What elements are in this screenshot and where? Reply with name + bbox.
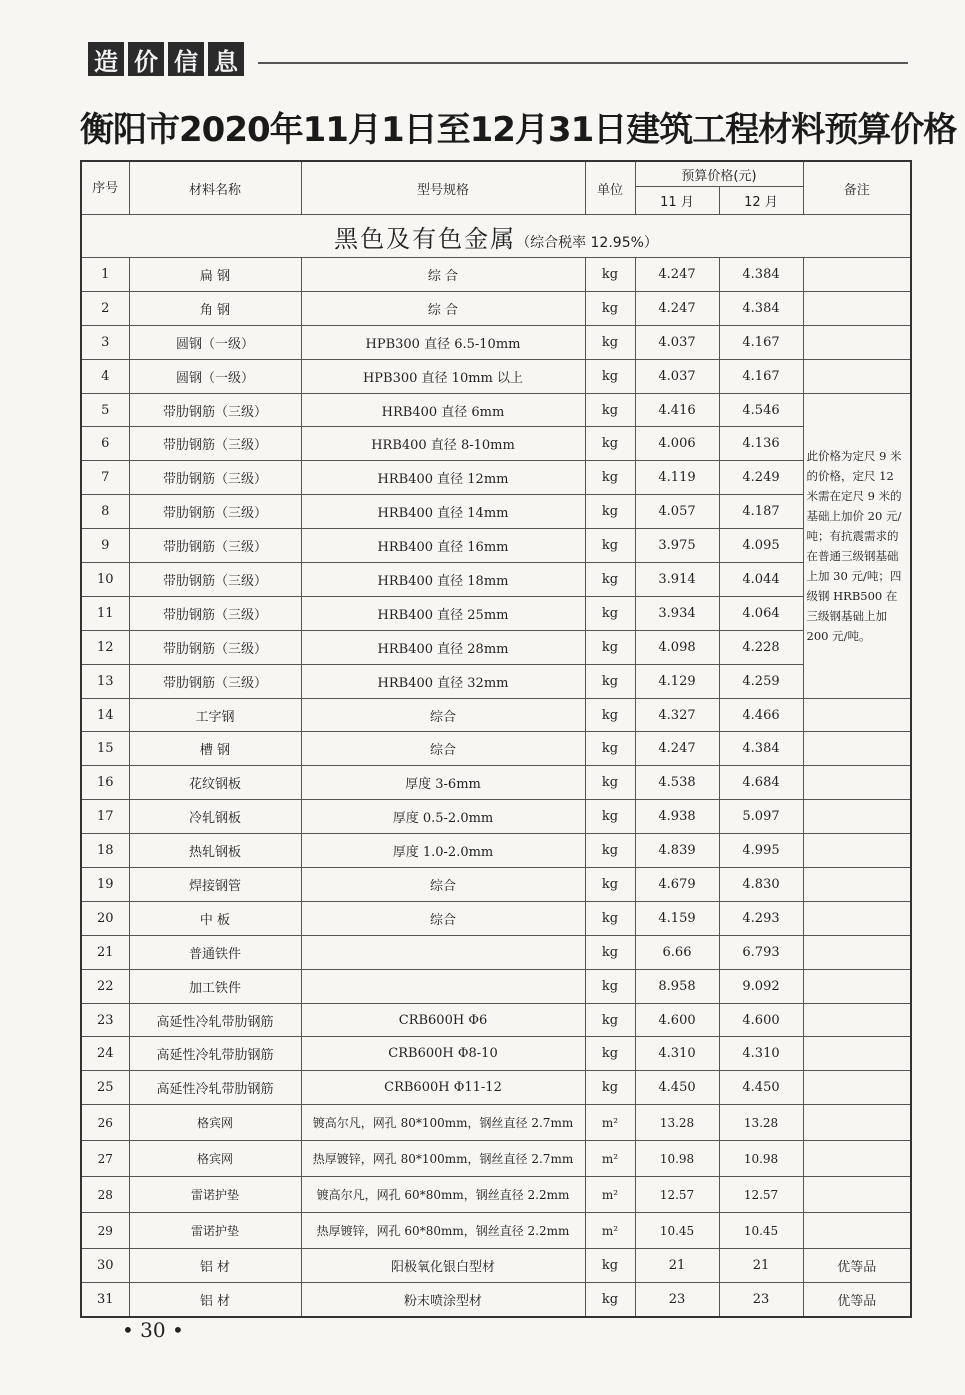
cell-dec: 10.98: [719, 1141, 803, 1177]
cell-name: 带肋钢筋（三级）: [129, 393, 301, 427]
cell-no: 25: [81, 1071, 129, 1105]
cell-spec: HRB400 直径 18mm: [301, 563, 585, 597]
cell-spec: 镀高尔凡，网孔 80*100mm，钢丝直径 2.7mm: [301, 1105, 585, 1141]
cell-remark: [803, 1071, 911, 1105]
cell-no: 10: [81, 563, 129, 597]
cell-spec: HRB400 直径 25mm: [301, 596, 585, 630]
table-row: [81, 800, 911, 834]
cell-name: 热轧钢板: [129, 834, 301, 868]
page-title: 衡阳市2020年11月1日至12月31日建筑工程材料预算价格: [80, 110, 957, 150]
cell-remark: 优等品: [803, 1283, 911, 1317]
cell-nov: 4.538: [635, 766, 719, 800]
cell-spec: 综合: [301, 698, 585, 732]
cell-spec: HRB400 直径 16mm: [301, 529, 585, 563]
cell-unit: kg: [585, 1283, 635, 1317]
cell-dec: 4.310: [719, 1037, 803, 1071]
table-row: [81, 630, 911, 664]
table-row: [81, 291, 911, 325]
price-table: [80, 160, 912, 1318]
cell-no: 24: [81, 1037, 129, 1071]
cell-spec: CRB600H Φ11-12: [301, 1071, 585, 1105]
table-row: [81, 495, 911, 529]
cell-remark: [803, 698, 911, 732]
cell-remark: [803, 1177, 911, 1213]
table-row: [81, 1141, 911, 1177]
cell-no: 4: [81, 359, 129, 393]
cell-spec: [301, 935, 585, 969]
cell-dec: 4.995: [719, 834, 803, 868]
cell-unit: kg: [585, 664, 635, 698]
cell-no: 26: [81, 1105, 129, 1141]
cell-nov: 4.600: [635, 1003, 719, 1037]
cell-spec: 综 合: [301, 291, 585, 325]
cell-name: 带肋钢筋（三级）: [129, 529, 301, 563]
cell-spec: 粉末喷涂型材: [301, 1283, 585, 1317]
cell-name: 雷诺护垫: [129, 1213, 301, 1249]
cell-no: 31: [81, 1283, 129, 1317]
cell-spec: HRB400 直径 6mm: [301, 393, 585, 427]
table-row: [81, 1177, 911, 1213]
header-divider: [258, 62, 908, 64]
cell-remark: [803, 901, 911, 935]
cell-dec: 21: [719, 1249, 803, 1283]
cell-dec: 6.793: [719, 935, 803, 969]
cell-spec: 厚度 0.5-2.0mm: [301, 800, 585, 834]
cell-nov: 4.938: [635, 800, 719, 834]
cell-name: 带肋钢筋（三级）: [129, 461, 301, 495]
cell-unit: kg: [585, 935, 635, 969]
table-row: [81, 1037, 911, 1071]
cell-nov: 4.037: [635, 359, 719, 393]
cell-unit: kg: [585, 1071, 635, 1105]
cell-dec: 4.167: [719, 325, 803, 359]
table-row: [81, 1105, 911, 1141]
cell-name: 带肋钢筋（三级）: [129, 596, 301, 630]
cell-no: 12: [81, 630, 129, 664]
cell-spec: HRB400 直径 12mm: [301, 461, 585, 495]
cell-no: 23: [81, 1003, 129, 1037]
cell-remark: [803, 969, 911, 1003]
header-char: 价: [128, 42, 164, 76]
cell-nov: 4.098: [635, 630, 719, 664]
cell-spec: CRB600H Φ6: [301, 1003, 585, 1037]
table-row: [81, 969, 911, 1003]
cell-dec: 4.384: [719, 291, 803, 325]
cell-no: 22: [81, 969, 129, 1003]
cell-no: 19: [81, 868, 129, 902]
cell-nov: 3.975: [635, 529, 719, 563]
cell-dec: 4.384: [719, 258, 803, 292]
table-row: [81, 1071, 911, 1105]
cell-nov: 4.129: [635, 664, 719, 698]
cell-name: 格宾网: [129, 1141, 301, 1177]
cell-spec: 综 合: [301, 258, 585, 292]
cell-unit: kg: [585, 969, 635, 1003]
cell-name: 带肋钢筋（三级）: [129, 563, 301, 597]
cell-name: 格宾网: [129, 1105, 301, 1141]
cell-nov: 4.450: [635, 1071, 719, 1105]
cell-remark: [803, 935, 911, 969]
table-row: [81, 1249, 911, 1283]
cell-no: 7: [81, 461, 129, 495]
cell-remark: [803, 1213, 911, 1249]
cell-unit: kg: [585, 800, 635, 834]
section-title-cell: [81, 215, 911, 258]
header-char: 信: [168, 42, 204, 76]
cell-unit: kg: [585, 901, 635, 935]
cell-nov: 4.310: [635, 1037, 719, 1071]
header-nov: 11 月: [635, 187, 719, 215]
cell-unit: kg: [585, 1249, 635, 1283]
table-row: [81, 834, 911, 868]
cell-spec: 厚度 1.0-2.0mm: [301, 834, 585, 868]
cell-dec: 4.167: [719, 359, 803, 393]
header-price: 预算价格(元): [635, 161, 803, 187]
cell-name: 铝 材: [129, 1283, 301, 1317]
cell-remark: [803, 1003, 911, 1037]
cell-remark: [803, 359, 911, 393]
table-row: [81, 529, 911, 563]
cell-spec: 热厚镀锌，网孔 80*100mm，钢丝直径 2.7mm: [301, 1141, 585, 1177]
cell-no: 8: [81, 495, 129, 529]
cell-dec: 4.136: [719, 427, 803, 461]
cell-remark: [803, 868, 911, 902]
header-seq: 序号: [81, 161, 129, 215]
cell-dec: 4.450: [719, 1071, 803, 1105]
cell-unit: kg: [585, 461, 635, 495]
cell-spec: 厚度 3-6mm: [301, 766, 585, 800]
table-row: [81, 393, 911, 427]
rebar-price-note: 此价格为定尺 9 米的价格，定尺 12 米需在定尺 9 米的基础上加价 20 元/吨；有抗震需求的在普通三级钢基础上加 30 元/吨；四级钢 HRB500 在三级钢基础上加 200 元/吨。: [803, 393, 911, 698]
cell-no: 6: [81, 427, 129, 461]
cell-unit: kg: [585, 563, 635, 597]
cell-name: 焊接钢管: [129, 868, 301, 902]
header-dec: 12 月: [719, 187, 803, 215]
cell-name: 花纹钢板: [129, 766, 301, 800]
header-char: 造: [88, 42, 124, 76]
cell-no: 18: [81, 834, 129, 868]
cell-unit: kg: [585, 698, 635, 732]
header-char: 息: [208, 42, 244, 76]
section-title: 黑色及有色金属: [334, 224, 517, 253]
cell-spec: HPB300 直径 10mm 以上: [301, 359, 585, 393]
section-header: [88, 42, 244, 76]
cell-name: 带肋钢筋（三级）: [129, 630, 301, 664]
cell-dec: 4.259: [719, 664, 803, 698]
cell-name: 铝 材: [129, 1249, 301, 1283]
cell-nov: 10.45: [635, 1213, 719, 1249]
cell-remark: [803, 1141, 911, 1177]
cell-dec: 12.57: [719, 1177, 803, 1213]
cell-name: 角 钢: [129, 291, 301, 325]
cell-name: 普通铁件: [129, 935, 301, 969]
cell-dec: 4.546: [719, 393, 803, 427]
cell-no: 15: [81, 732, 129, 766]
cell-name: 雷诺护垫: [129, 1177, 301, 1213]
page-number: • 30 •: [122, 1318, 184, 1342]
cell-unit: m²: [585, 1177, 635, 1213]
table-row: [81, 868, 911, 902]
cell-spec: 热厚镀锌，网孔 60*80mm，钢丝直径 2.2mm: [301, 1213, 585, 1249]
cell-nov: 4.159: [635, 901, 719, 935]
table-row: [81, 563, 911, 597]
cell-unit: kg: [585, 1037, 635, 1071]
cell-name: 扁 钢: [129, 258, 301, 292]
cell-dec: 4.064: [719, 596, 803, 630]
table-row: [81, 1213, 911, 1249]
cell-no: 27: [81, 1141, 129, 1177]
cell-remark: [803, 766, 911, 800]
table-row: [81, 359, 911, 393]
cell-dec: 4.466: [719, 698, 803, 732]
cell-unit: kg: [585, 630, 635, 664]
cell-remark: 优等品: [803, 1249, 911, 1283]
cell-unit: kg: [585, 291, 635, 325]
cell-nov: 12.57: [635, 1177, 719, 1213]
table-row: [81, 325, 911, 359]
cell-nov: 4.247: [635, 258, 719, 292]
cell-name: 槽 钢: [129, 732, 301, 766]
cell-name: 圆钢（一级）: [129, 325, 301, 359]
cell-unit: kg: [585, 596, 635, 630]
cell-nov: 21: [635, 1249, 719, 1283]
table-row: [81, 766, 911, 800]
header-unit: 单位: [585, 161, 635, 215]
cell-name: 工字钢: [129, 698, 301, 732]
cell-nov: 3.934: [635, 596, 719, 630]
cell-spec: HRB400 直径 14mm: [301, 495, 585, 529]
cell-nov: 3.914: [635, 563, 719, 597]
cell-remark: [803, 325, 911, 359]
table-row: [81, 596, 911, 630]
cell-dec: 4.044: [719, 563, 803, 597]
cell-nov: 4.119: [635, 461, 719, 495]
table-row: [81, 664, 911, 698]
cell-spec: HRB400 直径 32mm: [301, 664, 585, 698]
cell-name: 中 板: [129, 901, 301, 935]
cell-dec: 4.684: [719, 766, 803, 800]
cell-spec: 镀高尔凡，网孔 60*80mm，钢丝直径 2.2mm: [301, 1177, 585, 1213]
cell-dec: 9.092: [719, 969, 803, 1003]
cell-no: 21: [81, 935, 129, 969]
cell-nov: 4.247: [635, 291, 719, 325]
cell-nov: 4.327: [635, 698, 719, 732]
cell-nov: 4.037: [635, 325, 719, 359]
cell-unit: kg: [585, 359, 635, 393]
cell-no: 20: [81, 901, 129, 935]
cell-dec: 5.097: [719, 800, 803, 834]
cell-name: 高延性冷轧带肋钢筋: [129, 1037, 301, 1071]
cell-spec: 阳极氧化银白型材: [301, 1249, 585, 1283]
cell-dec: 4.095: [719, 529, 803, 563]
cell-remark: [803, 834, 911, 868]
cell-unit: kg: [585, 427, 635, 461]
cell-nov: 4.247: [635, 732, 719, 766]
cell-name: 高延性冷轧带肋钢筋: [129, 1003, 301, 1037]
cell-remark: [803, 1037, 911, 1071]
cell-nov: 4.006: [635, 427, 719, 461]
cell-nov: 13.28: [635, 1105, 719, 1141]
cell-unit: kg: [585, 325, 635, 359]
table-row: [81, 732, 911, 766]
cell-spec: [301, 969, 585, 1003]
cell-spec: HRB400 直径 8-10mm: [301, 427, 585, 461]
cell-nov: 4.839: [635, 834, 719, 868]
cell-unit: kg: [585, 868, 635, 902]
section-tax-note: （综合税率 12.95%）: [516, 234, 658, 251]
cell-name: 带肋钢筋（三级）: [129, 664, 301, 698]
cell-dec: 4.830: [719, 868, 803, 902]
cell-name: 加工铁件: [129, 969, 301, 1003]
cell-no: 14: [81, 698, 129, 732]
cell-dec: 10.45: [719, 1213, 803, 1249]
table-row: [81, 1283, 911, 1317]
cell-name: 高延性冷轧带肋钢筋: [129, 1071, 301, 1105]
cell-nov: 4.679: [635, 868, 719, 902]
table-row: [81, 698, 911, 732]
cell-unit: kg: [585, 766, 635, 800]
cell-spec: 综合: [301, 901, 585, 935]
cell-name: 圆钢（一级）: [129, 359, 301, 393]
cell-unit: m²: [585, 1141, 635, 1177]
cell-no: 29: [81, 1213, 129, 1249]
cell-unit: m²: [585, 1105, 635, 1141]
cell-unit: kg: [585, 393, 635, 427]
cell-no: 2: [81, 291, 129, 325]
cell-name: 冷轧钢板: [129, 800, 301, 834]
cell-no: 1: [81, 258, 129, 292]
cell-dec: 4.384: [719, 732, 803, 766]
cell-unit: kg: [585, 495, 635, 529]
cell-remark: [803, 732, 911, 766]
cell-no: 13: [81, 664, 129, 698]
table-row: [81, 935, 911, 969]
cell-unit: kg: [585, 834, 635, 868]
cell-spec: 综合: [301, 868, 585, 902]
cell-name: 带肋钢筋（三级）: [129, 427, 301, 461]
header-spec: 型号规格: [301, 161, 585, 215]
table-row: [81, 461, 911, 495]
cell-no: 9: [81, 529, 129, 563]
cell-remark: [803, 258, 911, 292]
cell-spec: CRB600H Φ8-10: [301, 1037, 585, 1071]
table-row: [81, 427, 911, 461]
cell-unit: kg: [585, 258, 635, 292]
cell-dec: 4.293: [719, 901, 803, 935]
cell-unit: kg: [585, 1003, 635, 1037]
header-remark: 备注: [803, 161, 911, 215]
cell-unit: kg: [585, 732, 635, 766]
cell-spec: HPB300 直径 6.5-10mm: [301, 325, 585, 359]
cell-nov: 8.958: [635, 969, 719, 1003]
cell-dec: 4.228: [719, 630, 803, 664]
header-name: 材料名称: [129, 161, 301, 215]
cell-unit: kg: [585, 529, 635, 563]
cell-no: 16: [81, 766, 129, 800]
cell-no: 28: [81, 1177, 129, 1213]
cell-remark: [803, 1105, 911, 1141]
cell-no: 11: [81, 596, 129, 630]
cell-dec: 4.249: [719, 461, 803, 495]
cell-nov: 23: [635, 1283, 719, 1317]
cell-remark: [803, 291, 911, 325]
cell-dec: 4.187: [719, 495, 803, 529]
cell-unit: m²: [585, 1213, 635, 1249]
cell-nov: 10.98: [635, 1141, 719, 1177]
cell-nov: 6.66: [635, 935, 719, 969]
cell-spec: 综合: [301, 732, 585, 766]
cell-spec: HRB400 直径 28mm: [301, 630, 585, 664]
cell-dec: 13.28: [719, 1105, 803, 1141]
table-row: [81, 901, 911, 935]
cell-no: 5: [81, 393, 129, 427]
cell-no: 17: [81, 800, 129, 834]
cell-nov: 4.057: [635, 495, 719, 529]
cell-name: 带肋钢筋（三级）: [129, 495, 301, 529]
cell-dec: 4.600: [719, 1003, 803, 1037]
cell-dec: 23: [719, 1283, 803, 1317]
cell-remark: [803, 800, 911, 834]
cell-no: 3: [81, 325, 129, 359]
table-row: [81, 1003, 911, 1037]
table-row: [81, 258, 911, 292]
cell-nov: 4.416: [635, 393, 719, 427]
cell-no: 30: [81, 1249, 129, 1283]
